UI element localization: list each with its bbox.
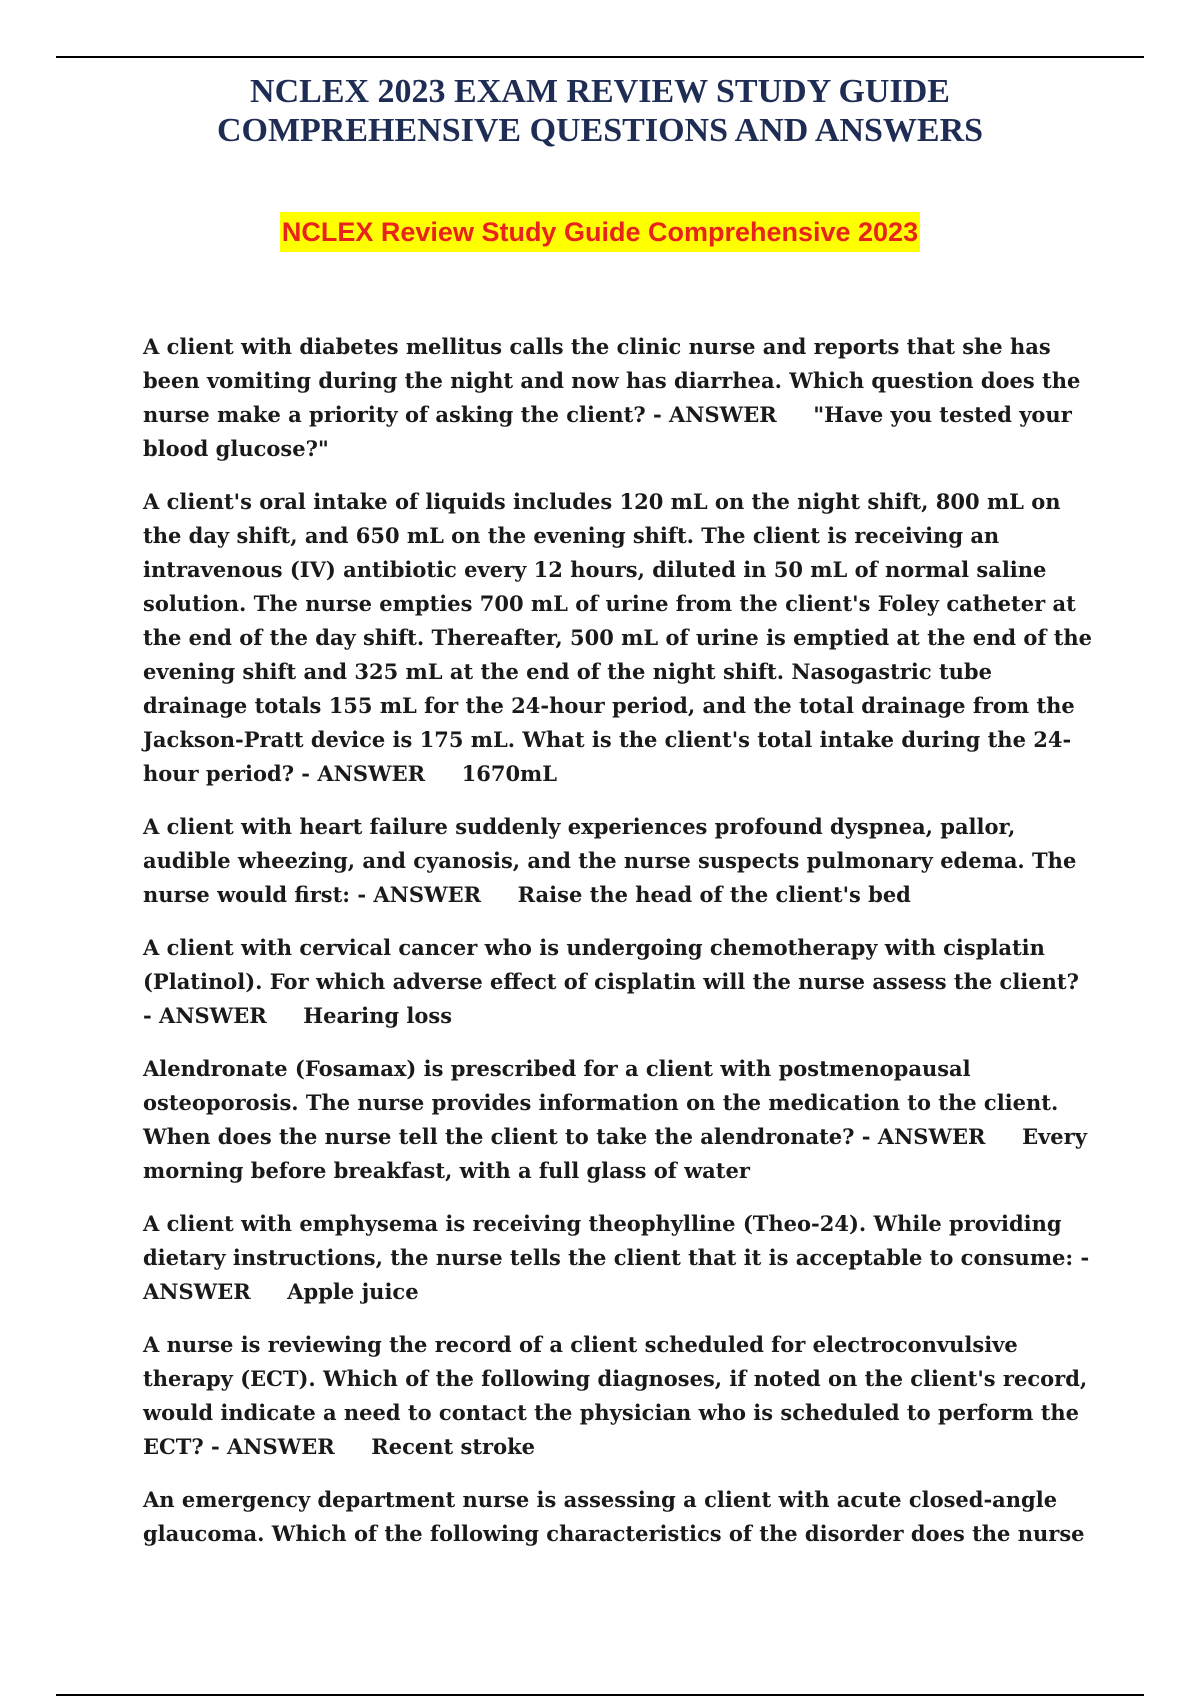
top-divider (56, 56, 1144, 58)
qa-item (143, 330, 1093, 466)
answer-text: 1670mL (461, 761, 558, 786)
answer-text: "Have you tested your blood glucose?" (143, 402, 1072, 461)
title-line-2: COMPREHENSIVE QUESTIONS AND ANSWERS (216, 112, 984, 149)
qa-list (143, 330, 1093, 1570)
qa-item (143, 1328, 1093, 1464)
bottom-divider (56, 1694, 1144, 1696)
highlighted-subtitle: NCLEX Review Study Guide Comprehensive 2023 (280, 212, 920, 252)
question-text: A client with emphysema is receiving theophylline (Theo-24). While providing dietary instructions, the nurse tells the client that it is acceptable to consume: - ANSWER (143, 1211, 1090, 1304)
title-line-1: NCLEX 2023 EXAM REVIEW STUDY GUIDE (250, 73, 950, 110)
qa-item (143, 1207, 1093, 1309)
answer-text: Hearing loss (303, 1003, 453, 1028)
answer-text: Raise the head of the client's bed (517, 882, 911, 907)
qa-item (143, 931, 1093, 1033)
subtitle-container (56, 212, 1144, 252)
document-title (56, 72, 1144, 150)
question-text: A client with heart failure suddenly experiences profound dyspnea, pallor, audible wheezing, and cyanosis, and the nurse suspects pulmonary edema. The nurse would first: - ANSWER (143, 814, 1077, 907)
question-text: A client with diabetes mellitus calls the clinic nurse and reports that she has been vomiting during the night and now has diarrhea. Which question does the nurse make a priority of asking the client? - ANSWER (143, 334, 1081, 427)
qa-item (143, 1052, 1093, 1188)
answer-text: Apple juice (287, 1279, 419, 1304)
qa-item (143, 485, 1093, 791)
question-text: An emergency department nurse is assessing a client with acute closed-angle glaucoma. Which of the following characteristics of the disorder does the nurse (143, 1487, 1085, 1546)
qa-item (143, 810, 1093, 912)
question-text: A nurse is reviewing the record of a client scheduled for electroconvulsive therapy (ECT). Which of the following diagnoses, if noted on the client's record, would indicate a need to contact the physician who is scheduled to perform the ECT? - ANSWER (143, 1332, 1088, 1459)
answer-text: Every morning before breakfast, with a full glass of water (143, 1124, 1087, 1183)
answer-text: Recent stroke (371, 1434, 535, 1459)
question-text: Alendronate (Fosamax) is prescribed for a client with postmenopausal osteoporosis. The nurse provides information on the medication to the client. When does the nurse tell the client to take the alendronate? - ANSWER (143, 1056, 1059, 1149)
question-text: A client's oral intake of liquids includes 120 mL on the night shift, 800 mL on the day shift, and 650 mL on the evening shift. The client is receiving an intravenous (IV) antibiotic every 12 hours, diluted in 50 mL of normal saline solution. The nurse empties 700 mL of urine from the client's Foley catheter at the end of the day shift. Thereafter, 500 mL of urine is emptied at the end of the evening shift and 325 mL at the end of the night shift. Nasogastric tube drainage totals 155 mL for the 24-hour period, and the total drainage from the Jackson-Pratt device is 175 mL. What is the client's total intake during the 24-hour period? - ANSWER (143, 489, 1093, 786)
qa-item (143, 1483, 1093, 1551)
question-text: A client with cervical cancer who is undergoing chemotherapy with cisplatin (Platinol). For which adverse effect of cisplatin will the nurse assess the client? - ANSWER (143, 935, 1079, 1028)
